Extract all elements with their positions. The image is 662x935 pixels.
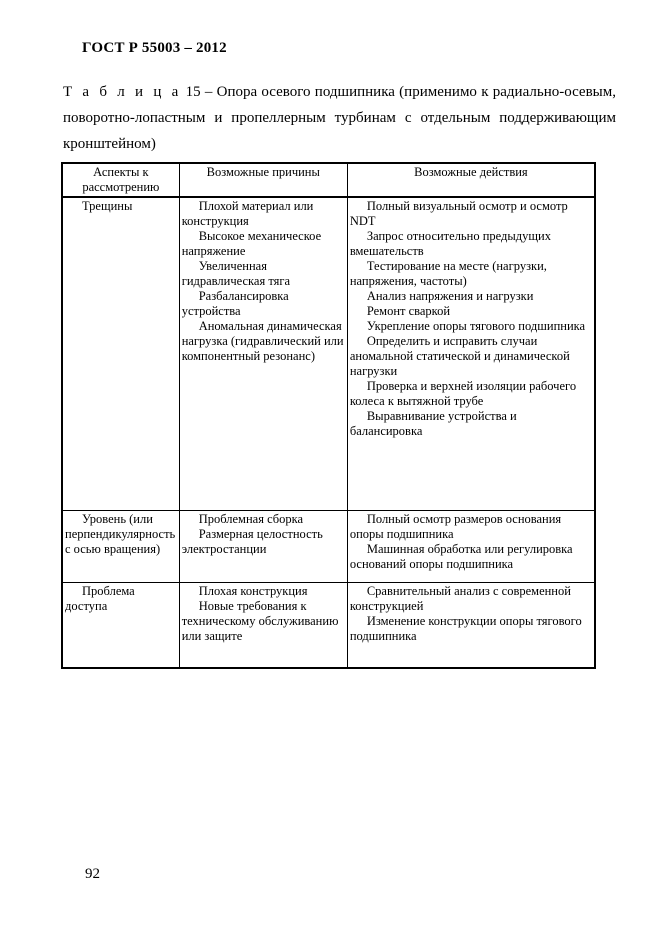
table-caption-lead: Т а б л и ц а bbox=[63, 84, 182, 100]
action-item: Ремонт сваркой bbox=[366, 304, 451, 318]
action-item: Сравнительный анализ с современной конструкцией bbox=[349, 583, 571, 613]
causes-cell bbox=[179, 510, 347, 582]
cause-item: Размерная целостность электростанции bbox=[181, 526, 323, 556]
action-item: Полный осмотр размеров основания опоры подшипника bbox=[349, 511, 562, 541]
causes-cell bbox=[179, 197, 347, 510]
table-header-row bbox=[62, 163, 595, 197]
document-header: ГОСТ Р 55003 – 2012 bbox=[82, 40, 227, 56]
aspect-text: Трещины bbox=[82, 199, 133, 213]
actions-cell bbox=[347, 582, 595, 668]
aspect-cell bbox=[62, 197, 179, 510]
table-row-level bbox=[62, 510, 595, 582]
action-item: Машинная обработка или регулировка оснований опоры подшипника bbox=[349, 541, 573, 571]
cause-item: Аномальная динамическая нагрузка (гидравлический или компонентный резонанс) bbox=[181, 319, 344, 363]
action-item: Проверка и верхней изоляции рабочего колеса к вытяжной трубе bbox=[349, 379, 577, 408]
cause-item: Разбалансировка устройства bbox=[181, 289, 289, 318]
column-header-actions: Возможные действия bbox=[347, 163, 595, 197]
cause-item: Высокое механическое напряжение bbox=[181, 229, 322, 258]
column-header-aspects: Аспекты к рассмотрению bbox=[62, 163, 179, 197]
aspect-cell bbox=[62, 582, 179, 668]
action-item: Выравнивание устройства и балансировка bbox=[349, 409, 517, 438]
action-item: Запрос относительно предыдущих вмешательств bbox=[349, 229, 551, 258]
action-item: Полный визуальный осмотр и осмотр NDT bbox=[349, 199, 568, 228]
aspect-text: Уровень (или перпендикулярность с осью вращения) bbox=[65, 511, 176, 556]
cause-item: Проблемная сборка bbox=[198, 511, 304, 526]
aspect-cell bbox=[62, 510, 179, 582]
bearing-support-table bbox=[61, 162, 596, 669]
cause-item: Плохой материал или конструкция bbox=[181, 199, 314, 228]
actions-cell bbox=[347, 197, 595, 510]
action-item: Укрепление опоры тягового подшипника bbox=[366, 319, 586, 333]
action-item: Изменение конструкции опоры тягового подшипника bbox=[349, 613, 582, 643]
table-row-access bbox=[62, 582, 595, 668]
table-caption-text: 15 – Опора осевого подшипника (применимо к радиально-осевым, поворотно-лопастным и пропеллерным турбинам с отдельным поддерживающим кронштейном) bbox=[63, 84, 616, 152]
cause-item: Увеличенная гидравлическая тяга bbox=[181, 259, 291, 288]
cause-item: Плохая конструкция bbox=[198, 583, 308, 598]
actions-cell bbox=[347, 510, 595, 582]
cause-item: Новые требования к техническому обслуживанию или защите bbox=[181, 598, 339, 643]
table-caption bbox=[63, 79, 616, 157]
action-item: Определить и исправить случаи аномальной статической и динамической нагрузки bbox=[349, 334, 570, 378]
aspect-text: Проблема доступа bbox=[65, 583, 135, 613]
causes-cell bbox=[179, 582, 347, 668]
page-number: 92 bbox=[85, 866, 100, 882]
column-header-causes: Возможные причины bbox=[179, 163, 347, 197]
action-item: Анализ напряжения и нагрузки bbox=[366, 289, 534, 303]
table-row-cracks bbox=[62, 197, 595, 510]
action-item: Тестирование на месте (нагрузки, напряжения, частоты) bbox=[349, 259, 547, 288]
